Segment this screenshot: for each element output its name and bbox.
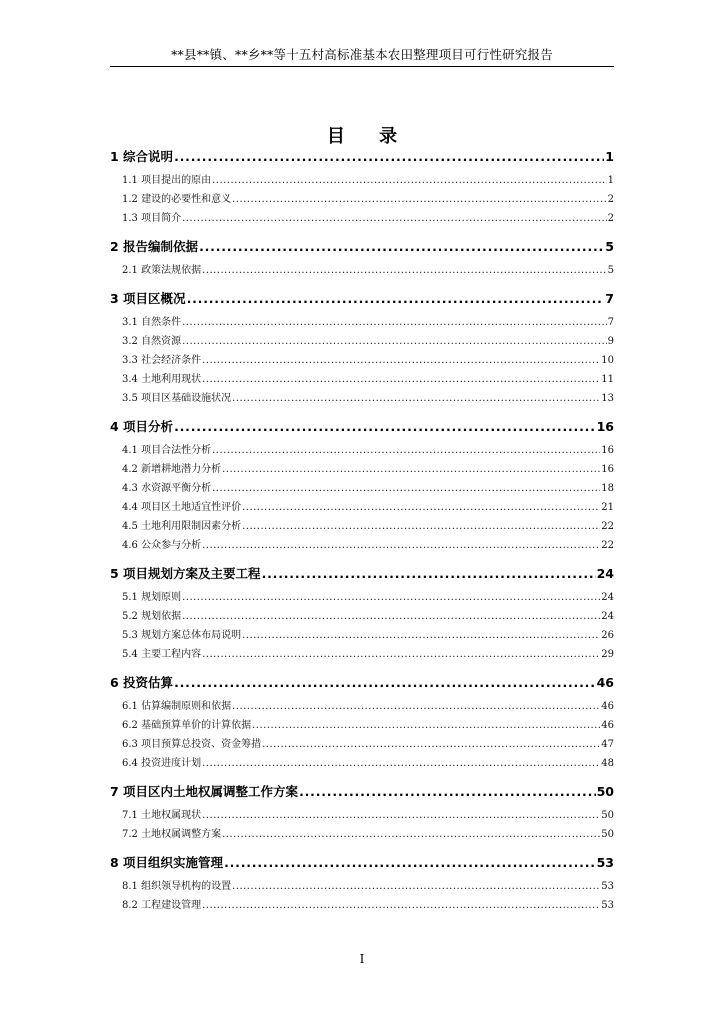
toc-chapter-entry[interactable] — [110, 416, 614, 438]
toc-entry-page: 29 — [601, 649, 614, 660]
toc-entry-label: 6 投资估算 — [110, 675, 174, 690]
toc-entry-page: 5 — [607, 265, 614, 276]
dot-leader — [182, 209, 607, 228]
toc-section-entry[interactable] — [110, 697, 614, 716]
toc-entry-label: 5.3 规划方案总体布局说明 — [122, 630, 242, 641]
dot-leader — [262, 735, 600, 754]
toc-section-entry[interactable] — [110, 716, 614, 735]
toc-entry-page: 13 — [601, 393, 614, 404]
toc-entry-label: 7.1 土地权属现状 — [122, 810, 202, 821]
dot-leader — [212, 441, 600, 460]
toc-entry-label: 1.2 建设的必要性和意义 — [122, 194, 232, 205]
toc-entry-label: 3.4 土地利用现状 — [122, 374, 202, 385]
toc-entry-page: 47 — [601, 739, 614, 750]
toc-chapter-entry[interactable] — [110, 563, 614, 585]
toc-entry-label: 4.3 水资源平衡分析 — [122, 483, 212, 494]
toc-entry-page: 9 — [607, 336, 614, 347]
dot-leader — [299, 781, 596, 803]
toc-entry-page: 16 — [596, 419, 614, 434]
dot-leader — [174, 146, 604, 168]
toc-entry-page: 53 — [601, 881, 614, 892]
toc-section-entry[interactable] — [110, 389, 614, 408]
toc-entry-page: 16 — [601, 445, 614, 456]
toc-entry-label: 4.6 公众参与分析 — [122, 540, 202, 551]
toc-section-entry[interactable] — [110, 498, 614, 517]
toc-entry-label: 4.4 项目区土地适宜性评价 — [122, 502, 242, 513]
toc-entry-page: 22 — [601, 521, 614, 532]
toc-entry-label: 4.1 项目合法性分析 — [122, 445, 212, 456]
toc-entry-page: 53 — [601, 900, 614, 911]
toc-entry-page: 18 — [601, 483, 614, 494]
toc-entry-page: 24 — [596, 566, 614, 581]
toc-entry-label: 4.5 土地利用限制因素分析 — [122, 521, 242, 532]
dot-leader — [202, 536, 600, 555]
toc-chapter-entry[interactable] — [110, 236, 614, 258]
toc-entry-page: 26 — [601, 630, 614, 641]
toc-chapter-entry[interactable] — [110, 852, 614, 874]
toc-entry-page: 46 — [596, 675, 614, 690]
dot-leader — [187, 288, 605, 310]
table-of-contents — [110, 146, 614, 915]
dot-leader — [252, 716, 600, 735]
dot-leader — [182, 332, 607, 351]
toc-entry-page: 22 — [601, 540, 614, 551]
toc-entry-label: 5.2 规划依据 — [122, 611, 182, 622]
toc-entry-label: 3.1 自然条件 — [122, 317, 182, 328]
dot-leader — [202, 370, 600, 389]
toc-entry-page: 7 — [607, 317, 614, 328]
toc-entry-page: 10 — [601, 355, 614, 366]
dot-leader — [202, 261, 607, 280]
toc-entry-label: 7.2 土地权属调整方案 — [122, 829, 222, 840]
toc-entry-label: 8 项目组织实施管理 — [110, 855, 224, 870]
dot-leader — [232, 697, 600, 716]
toc-section-entry[interactable] — [110, 735, 614, 754]
toc-chapter-entry[interactable] — [110, 288, 614, 310]
toc-entry-page: 1 — [605, 149, 614, 164]
toc-entry-label: 3 项目区概况 — [110, 291, 186, 306]
dot-leader — [242, 626, 600, 645]
toc-entry-label: 5 项目规划方案及主要工程 — [110, 566, 261, 581]
toc-entry-label: 3.5 项目区基础设施状况 — [122, 393, 232, 404]
toc-chapter-entry[interactable] — [110, 672, 614, 694]
toc-entry-page: 2 — [607, 213, 614, 224]
dot-leader — [182, 588, 600, 607]
dot-leader — [202, 645, 600, 664]
toc-entry-page: 53 — [596, 855, 614, 870]
dot-leader — [224, 852, 596, 874]
toc-section-entry[interactable] — [110, 754, 614, 773]
toc-entry-page: 50 — [601, 829, 614, 840]
dot-leader — [222, 825, 600, 844]
dot-leader — [242, 498, 600, 517]
dot-leader — [174, 416, 596, 438]
toc-entry-page: 7 — [605, 291, 614, 306]
toc-section-entry[interactable] — [110, 190, 614, 209]
dot-leader — [232, 877, 600, 896]
toc-section-entry[interactable] — [110, 626, 614, 645]
dot-leader — [232, 389, 600, 408]
running-header: **县**镇、**乡**等十五村高标准基本农田整理项目可行性研究报告 — [110, 44, 614, 67]
toc-entry-page: 46 — [601, 720, 614, 731]
dot-leader — [202, 351, 600, 370]
toc-section-entry[interactable] — [110, 517, 614, 536]
toc-entry-label: 3.3 社会经济条件 — [122, 355, 202, 366]
toc-section-entry[interactable] — [110, 209, 614, 228]
toc-entry-label: 1 综合说明 — [110, 149, 174, 164]
toc-title: 目 录 — [326, 126, 412, 147]
toc-entry-label: 5.4 主要工程内容 — [122, 649, 202, 660]
toc-entry-label: 2.1 政策法规依据 — [122, 265, 202, 276]
toc-section-entry[interactable] — [110, 536, 614, 555]
toc-entry-label: 4 项目分析 — [110, 419, 174, 434]
dot-leader — [232, 190, 607, 209]
toc-section-entry[interactable] — [110, 877, 614, 896]
toc-entry-label: 1.3 项目简介 — [122, 213, 182, 224]
toc-section-entry[interactable] — [110, 370, 614, 389]
dot-leader — [199, 236, 604, 258]
toc-entry-page: 24 — [601, 611, 614, 622]
toc-entry-label: 6.1 估算编制原则和依据 — [122, 701, 232, 712]
toc-section-entry[interactable] — [110, 645, 614, 664]
dot-leader — [174, 672, 596, 694]
dot-leader — [212, 479, 600, 498]
toc-entry-page: 2 — [607, 194, 614, 205]
dot-leader — [202, 754, 600, 773]
toc-section-entry[interactable] — [110, 896, 614, 915]
toc-entry-label: 1.1 项目提出的原由 — [122, 175, 212, 186]
toc-entry-label: 8.2 工程建设管理 — [122, 900, 202, 911]
toc-entry-label: 6.4 投资进度计划 — [122, 758, 202, 769]
toc-section-entry[interactable] — [110, 479, 614, 498]
page-number: I — [359, 952, 365, 966]
dot-leader — [222, 460, 600, 479]
dot-leader — [202, 896, 600, 915]
dot-leader — [202, 806, 600, 825]
dot-leader — [212, 171, 607, 190]
toc-entry-page: 11 — [601, 374, 614, 385]
dot-leader — [182, 607, 600, 626]
toc-section-entry[interactable] — [110, 332, 614, 351]
toc-section-entry[interactable] — [110, 313, 614, 332]
dot-leader — [242, 517, 600, 536]
dot-leader — [182, 313, 607, 332]
toc-entry-page: 5 — [605, 239, 614, 254]
toc-entry-page: 50 — [596, 784, 614, 799]
toc-chapter-entry[interactable] — [110, 781, 614, 803]
toc-entry-label: 4.2 新增耕地潜力分析 — [122, 464, 222, 475]
toc-entry-label: 5.1 规划原则 — [122, 592, 182, 603]
toc-section-entry[interactable] — [110, 441, 614, 460]
toc-section-entry[interactable] — [110, 171, 614, 190]
toc-entry-page: 48 — [601, 758, 614, 769]
toc-entry-label: 8.1 组织领导机构的设置 — [122, 881, 232, 892]
toc-entry-label: 6.2 基础预算单价的计算依据 — [122, 720, 252, 731]
toc-entry-label: 7 项目区内土地权属调整工作方案 — [110, 784, 299, 799]
toc-entry-page: 24 — [601, 592, 614, 603]
toc-section-entry[interactable] — [110, 351, 614, 370]
toc-entry-label: 3.2 自然资源 — [122, 336, 182, 347]
toc-section-entry[interactable] — [110, 261, 614, 280]
dot-leader — [262, 563, 596, 585]
toc-entry-page: 16 — [601, 464, 614, 475]
toc-section-entry[interactable] — [110, 460, 614, 479]
toc-section-entry[interactable] — [110, 825, 614, 844]
toc-entry-page: 46 — [601, 701, 614, 712]
toc-entry-label: 6.3 项目预算总投资、资金筹措 — [122, 739, 262, 750]
toc-section-entry[interactable] — [110, 806, 614, 825]
toc-section-entry[interactable] — [110, 588, 614, 607]
toc-entry-page: 21 — [601, 502, 614, 513]
toc-chapter-entry[interactable] — [110, 146, 614, 168]
toc-section-entry[interactable] — [110, 607, 614, 626]
toc-entry-page: 50 — [601, 810, 614, 821]
toc-entry-label: 2 报告编制依据 — [110, 239, 199, 254]
toc-entry-page: 1 — [607, 175, 614, 186]
